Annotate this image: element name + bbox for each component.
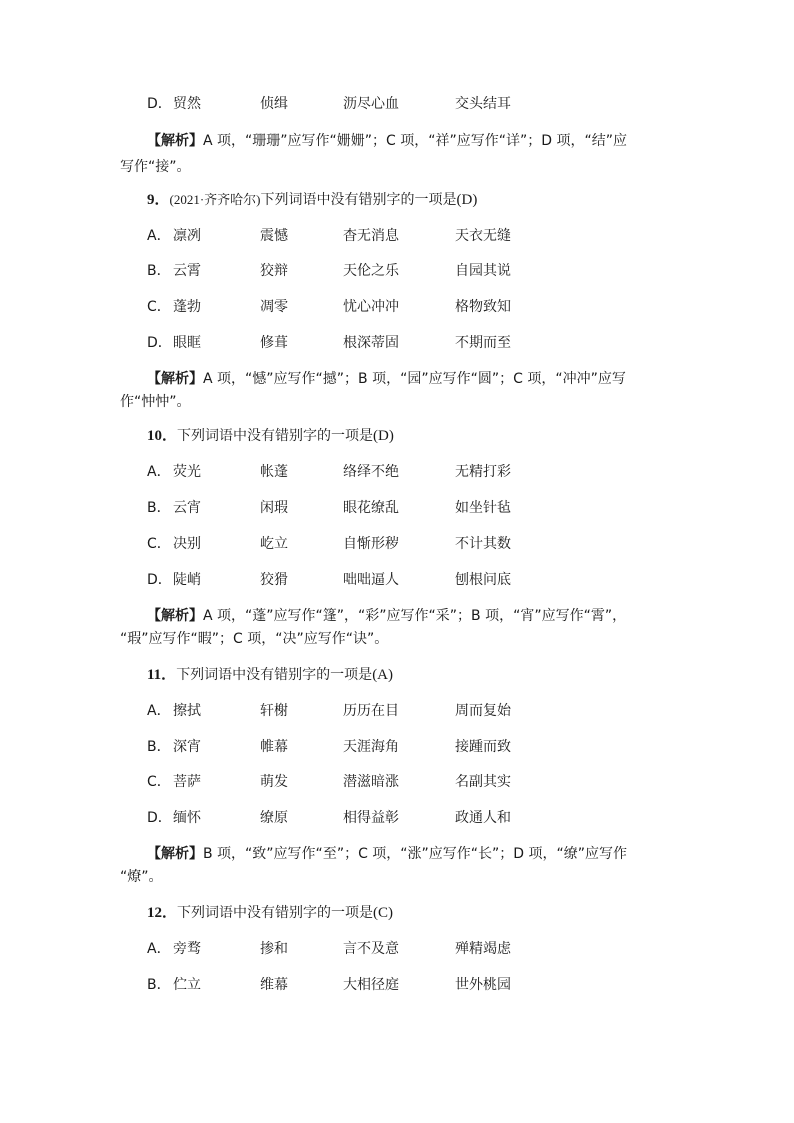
option-word: 萌发: [260, 774, 288, 790]
option-word: 潜滋暗涨: [343, 774, 399, 790]
analysis-text: [147, 130, 677, 152]
option-label: D．: [147, 810, 172, 826]
option-row: [0, 225, 794, 247]
option-word: 世外桃园: [455, 977, 511, 993]
question-stem: [0, 902, 794, 924]
option-word: 格物致知: [455, 299, 511, 315]
option-word: 闲瑕: [260, 500, 288, 516]
analysis-body: 作“忡忡”。: [120, 394, 191, 410]
analysis-line: [0, 368, 794, 390]
option-row: [0, 700, 794, 722]
option-label: A．: [147, 703, 171, 719]
option-word: 交头结耳: [455, 96, 511, 112]
option-label: D．: [147, 572, 172, 588]
option-word: 陡峭: [173, 572, 201, 588]
analysis-tag: 【解析】: [147, 846, 203, 862]
question-stem: [0, 425, 794, 447]
option-label: B．: [147, 739, 171, 755]
option-label: A．: [147, 941, 171, 957]
analysis-continuation: [0, 866, 794, 888]
question-prompt: 下列词语中没有错别字的一项是: [177, 905, 374, 921]
option-word: 名副其实: [455, 774, 511, 790]
analysis-tag: 【解析】: [147, 371, 203, 387]
option-word: 眼花缭乱: [343, 500, 399, 516]
option-word: 掺和: [260, 941, 288, 957]
option-word: 修葺: [260, 335, 288, 351]
option-word: 蓬勃: [173, 299, 201, 315]
option-word: 云霄: [173, 263, 201, 279]
analysis-line: [0, 843, 794, 865]
option-word: 无精打彩: [455, 464, 511, 480]
option-row: [0, 461, 794, 483]
analysis-body: “燎”。: [120, 869, 163, 885]
option-word: 凛冽: [173, 228, 201, 244]
analysis-continuation: [0, 156, 794, 178]
option-row: [0, 332, 794, 354]
option-word: 狡辩: [260, 263, 288, 279]
option-word: 相得益彰: [343, 810, 399, 826]
analysis-text: [147, 605, 677, 627]
question-number: 11．: [147, 667, 177, 683]
option-word: 震憾: [260, 228, 288, 244]
question-answer: (C): [373, 905, 394, 921]
option-word: 自园其说: [455, 263, 511, 279]
option-word: 根深蒂固: [343, 335, 399, 351]
analysis-continuation: [0, 628, 794, 650]
option-word: 刨根问底: [455, 572, 511, 588]
option-word: 菩萨: [173, 774, 201, 790]
option-word: 屹立: [260, 536, 288, 552]
option-word: 政通人和: [455, 810, 511, 826]
option-row: [0, 771, 794, 793]
question-answer: (D): [456, 192, 478, 208]
option-label: A．: [147, 464, 171, 480]
question-number: 10．: [147, 428, 178, 444]
option-word: 天涯海角: [343, 739, 399, 755]
option-word: 天衣无缝: [455, 228, 511, 244]
analysis-continuation: [0, 391, 794, 413]
option-word: 缭原: [260, 810, 288, 826]
question-text: [147, 664, 393, 686]
question-prompt: 下列词语中没有错别字的一项是: [177, 428, 374, 444]
option-word: 旁骛: [173, 941, 201, 957]
analysis-tag: 【解析】: [147, 608, 203, 624]
analysis-tag: 【解析】: [147, 133, 203, 149]
option-row: [0, 569, 794, 591]
option-word: 眼眶: [173, 335, 201, 351]
option-row: [0, 497, 794, 519]
option-word: 决别: [173, 536, 201, 552]
option-word: 荧光: [173, 464, 201, 480]
option-word: 伫立: [173, 977, 201, 993]
option-word: 天伦之乐: [343, 263, 399, 279]
option-label: C．: [147, 299, 171, 315]
question-number: 12．: [147, 905, 178, 921]
analysis-text: [147, 368, 677, 390]
option-word: 杳无消息: [343, 228, 399, 244]
option-row: [0, 93, 794, 115]
question-text: [147, 425, 394, 447]
option-word: 言不及意: [343, 941, 399, 957]
option-row: [0, 807, 794, 829]
option-label: C．: [147, 536, 171, 552]
option-row: [0, 296, 794, 318]
analysis-text: [147, 843, 677, 865]
analysis-body: 写作“接”。: [120, 159, 191, 175]
option-word: 咄咄逼人: [343, 572, 399, 588]
option-label: B．: [147, 977, 171, 993]
option-label: D．: [147, 335, 172, 351]
option-word: 自惭形秽: [343, 536, 399, 552]
option-word: 络绎不绝: [343, 464, 399, 480]
option-word: 沥尽心血: [343, 96, 399, 112]
option-word: 缅怀: [173, 810, 201, 826]
option-row: [0, 974, 794, 996]
question-prompt: 下列词语中没有错别字的一项是: [260, 192, 457, 208]
option-word: 帐蓬: [260, 464, 288, 480]
analysis-body: A 项，“珊珊”应写作“姗姗”；C 项，“祥”应写作“详”；D 项，“结”应: [203, 133, 628, 149]
option-word: 接踵而致: [455, 739, 511, 755]
option-word: 忧心冲冲: [343, 299, 399, 315]
analysis-body: B 项，“致”应写作“至”；C 项，“涨”应写作“长”；D 项，“缭”应写作: [203, 846, 628, 862]
question-answer: (A): [372, 667, 394, 683]
question-text: [147, 902, 393, 924]
option-word: 殚精竭虑: [455, 941, 511, 957]
option-word: 凋零: [260, 299, 288, 315]
option-row: [0, 938, 794, 960]
question-source: (2021·齐齐哈尔): [169, 192, 261, 207]
option-word: 贸然: [173, 96, 201, 112]
option-word: 大相径庭: [343, 977, 399, 993]
question-stem: [0, 664, 794, 686]
option-word: 不期而至: [455, 335, 511, 351]
option-row: [0, 736, 794, 758]
option-word: 擦拭: [173, 703, 201, 719]
option-row: [0, 260, 794, 282]
question-stem: [0, 189, 794, 211]
option-label: B．: [147, 263, 171, 279]
option-label: C．: [147, 774, 171, 790]
option-label: A．: [147, 228, 171, 244]
option-row: [0, 533, 794, 555]
option-word: 狡猾: [260, 572, 288, 588]
question-text: [147, 189, 477, 211]
question-answer: (D): [373, 428, 394, 444]
option-label: D．: [147, 96, 172, 112]
option-label: B．: [147, 500, 171, 516]
analysis-body: “瑕”应写作“暇”；C 项，“决”应写作“诀”。: [120, 631, 389, 647]
analysis-body: A 项，“憾”应写作“撼”；B 项，“园”应写作“圆”；C 项，“冲冲”应写: [203, 371, 626, 387]
option-word: 帷幕: [260, 739, 288, 755]
option-word: 不计其数: [455, 536, 511, 552]
question-number: 9．: [147, 192, 170, 208]
question-prompt: 下列词语中没有错别字的一项是: [176, 667, 373, 683]
option-word: 维幕: [260, 977, 288, 993]
option-word: 周而复始: [455, 703, 511, 719]
option-word: 轩榭: [260, 703, 288, 719]
analysis-line: [0, 130, 794, 152]
analysis-line: [0, 605, 794, 627]
option-word: 历历在目: [343, 703, 399, 719]
option-word: 如坐针毡: [455, 500, 511, 516]
option-word: 深宵: [173, 739, 201, 755]
option-word: 云宵: [173, 500, 201, 516]
option-word: 侦缉: [260, 96, 288, 112]
analysis-body: A 项，“蓬”应写作“篷”，“彩”应写作“采”；B 项，“宵”应写作“霄”，: [203, 608, 627, 624]
